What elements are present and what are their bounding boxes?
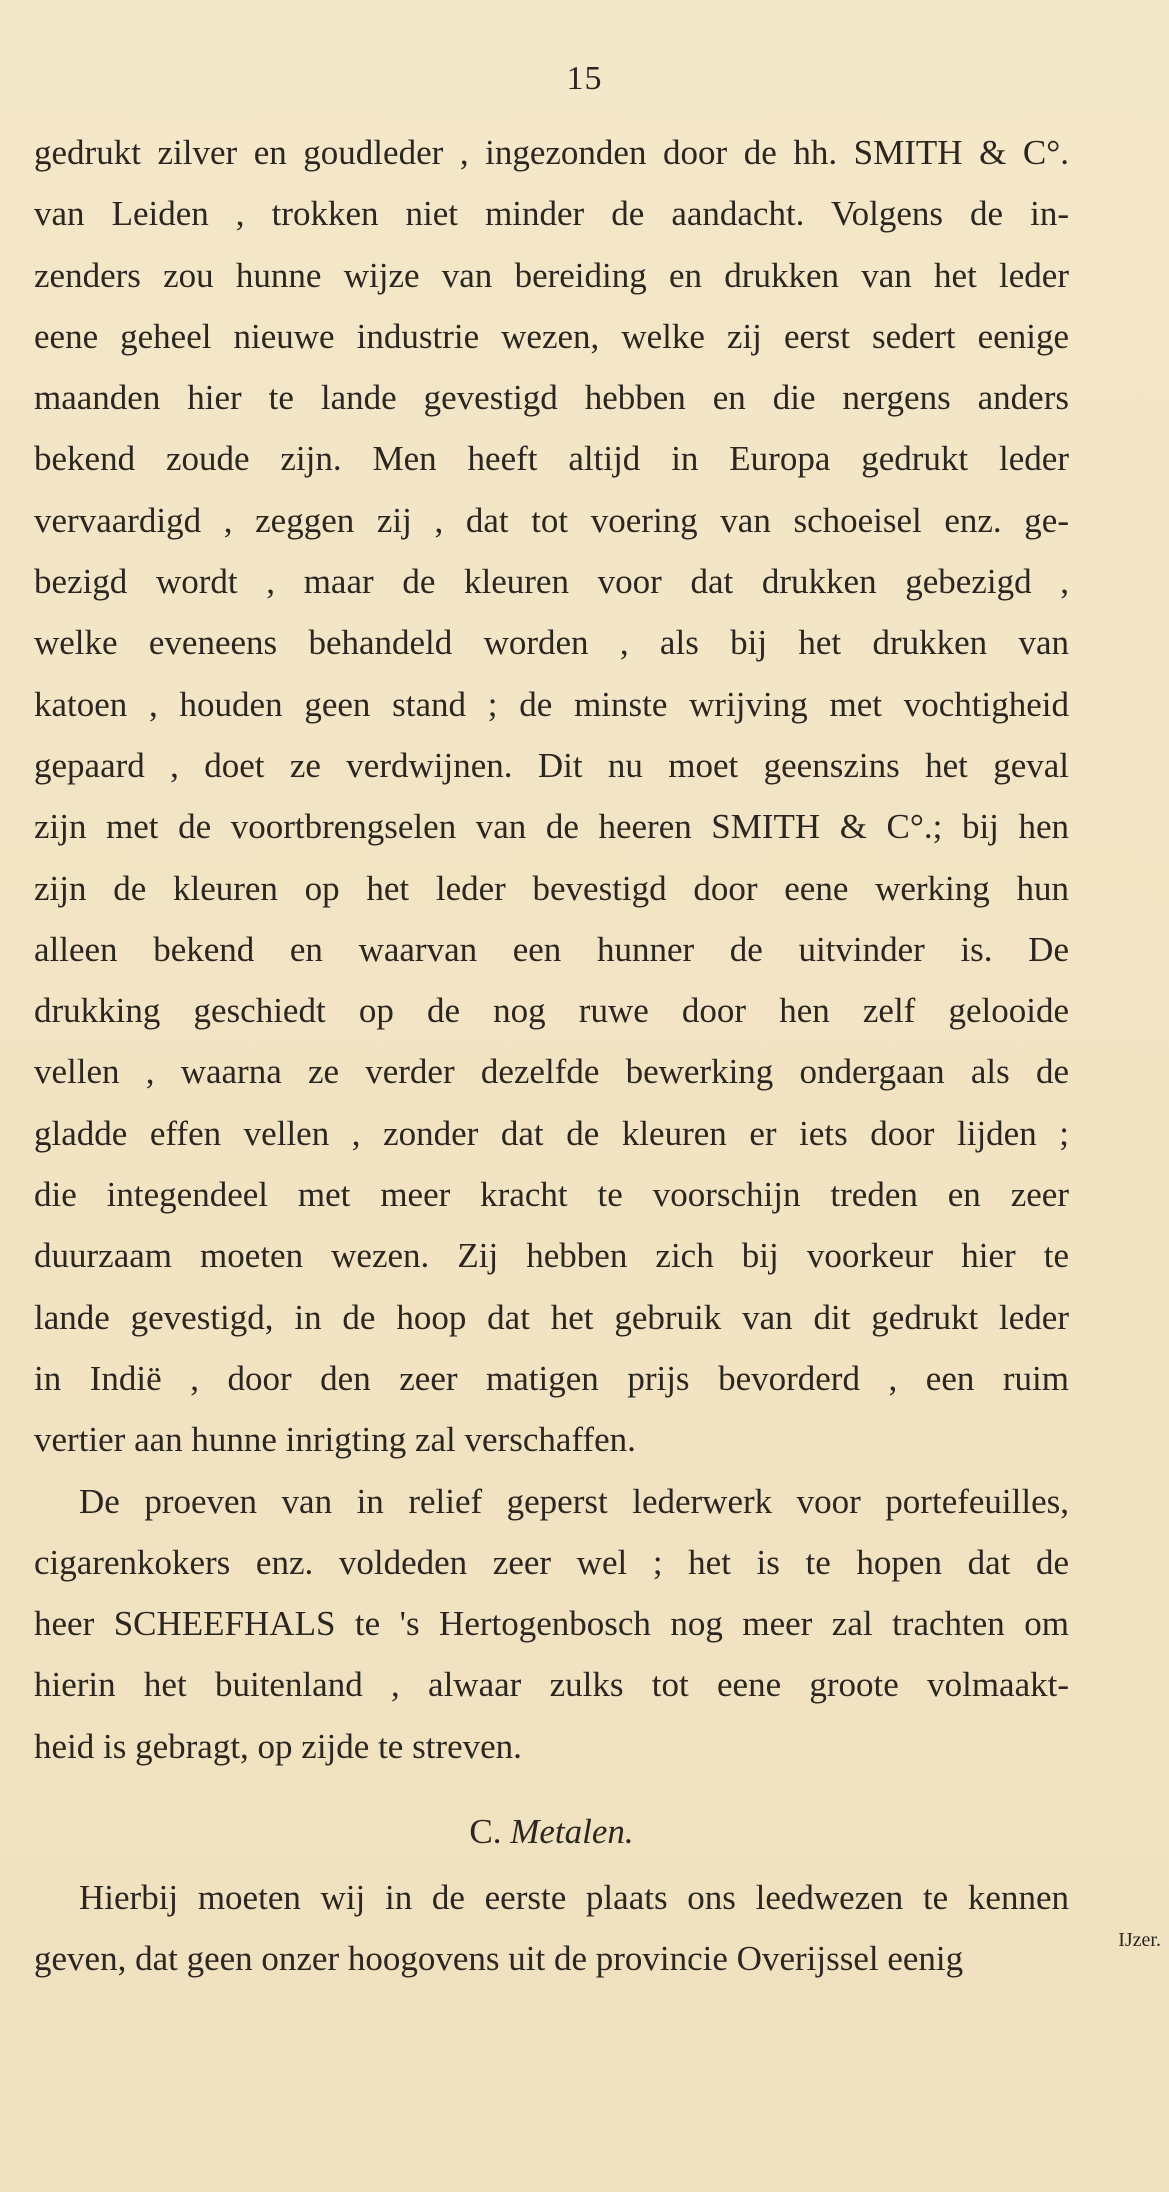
margin-note: IJzer. [1118, 1929, 1161, 1951]
text-line: zenders zou hunne wijze van bereiding en drukken van het leder [34, 255, 1069, 295]
text-line: heer SCHEEFHALS te 's Hertogenbosch nog meer zal trachten om [34, 1604, 1069, 1644]
text-line: hierin het buitenland , alwaar zulks tot eene groote volmaakt- [34, 1665, 1069, 1705]
text-line: alleen bekend en waarvan een hunner de uitvinder is. De [34, 929, 1069, 969]
text-line: vervaardigd , zeggen zij , dat tot voering van schoeisel enz. ge- [34, 500, 1069, 540]
text-line: eene geheel nieuwe industrie wezen, welke zij eerst sedert eenige [34, 316, 1069, 356]
text-line: die integendeel met meer kracht te voorschijn treden en zeer [34, 1175, 1069, 1215]
text-line: vertier aan hunne inrigting zal verschaffen. [34, 1420, 636, 1460]
text-line: welke eveneens behandeld worden , als bij het drukken van [34, 623, 1069, 663]
text-line: lande gevestigd, in de hoop dat het gebruik van dit gedrukt leder [34, 1297, 1069, 1337]
text-line: gedrukt zilver en goudleder , ingezonden door de hh. SMITH & C°. [34, 133, 1069, 172]
text-line: geven, dat geen onzer hoogovens uit de provincie Overijssel eenig [34, 1939, 964, 1979]
text-line: maanden hier te lande gevestigd hebben en die nergens anders [34, 378, 1069, 418]
text-line: bekend zoude zijn. Men heeft altijd in Europa gedrukt leder [34, 439, 1069, 479]
body-text [34, 122, 1069, 1990]
text-line: duurzaam moeten wezen. Zij hebben zich bij voorkeur hier te [34, 1236, 1069, 1276]
text-line: zijn de kleuren op het leder bevestigd door eene werking hun [34, 868, 1069, 908]
section-letter: C. [469, 1812, 502, 1852]
text-line: bezigd wordt , maar de kleuren voor dat drukken gebezigd , [34, 562, 1069, 602]
section-heading [34, 1777, 1069, 1867]
text-line: drukking geschiedt op de nog ruwe door hen zelf gelooide [34, 991, 1069, 1031]
paragraph [34, 122, 1069, 1471]
text-line: heid is gebragt, op zijde te streven. [34, 1726, 522, 1766]
text-line: in Indië , door den zeer matigen prijs bevorderd , een ruim [34, 1358, 1069, 1398]
text-line: katoen , houden geen stand ; de minste wrijving met vochtigheid [34, 684, 1069, 724]
text-line: Hierbij moeten wij in de eerste plaats ons leedwezen te kennen [79, 1878, 1069, 1918]
text-line: De proeven van in relief geperst lederwerk voor portefeuilles, [79, 1481, 1069, 1521]
paragraph [34, 1867, 1069, 1990]
text-line: zijn met de voortbrengselen van de heeren SMITH & C°.; bij hen [34, 807, 1069, 847]
text-line: cigarenkokers enz. voldeden zeer wel ; het is te hopen dat de [34, 1542, 1069, 1582]
paragraph [34, 1471, 1069, 1777]
page-number: 15 [566, 60, 603, 97]
section-title: Metalen. [510, 1812, 634, 1852]
text-line: vellen , waarna ze verder dezelfde bewerking ondergaan als de [34, 1052, 1069, 1092]
text-line: gladde effen vellen , zonder dat de kleuren er iets door lijden ; [34, 1113, 1069, 1153]
text-line: gepaard , doet ze verdwijnen. Dit nu moet geenszins het geval [34, 745, 1069, 785]
text-line: van Leiden , trokken niet minder de aandacht. Volgens de in- [34, 194, 1069, 234]
